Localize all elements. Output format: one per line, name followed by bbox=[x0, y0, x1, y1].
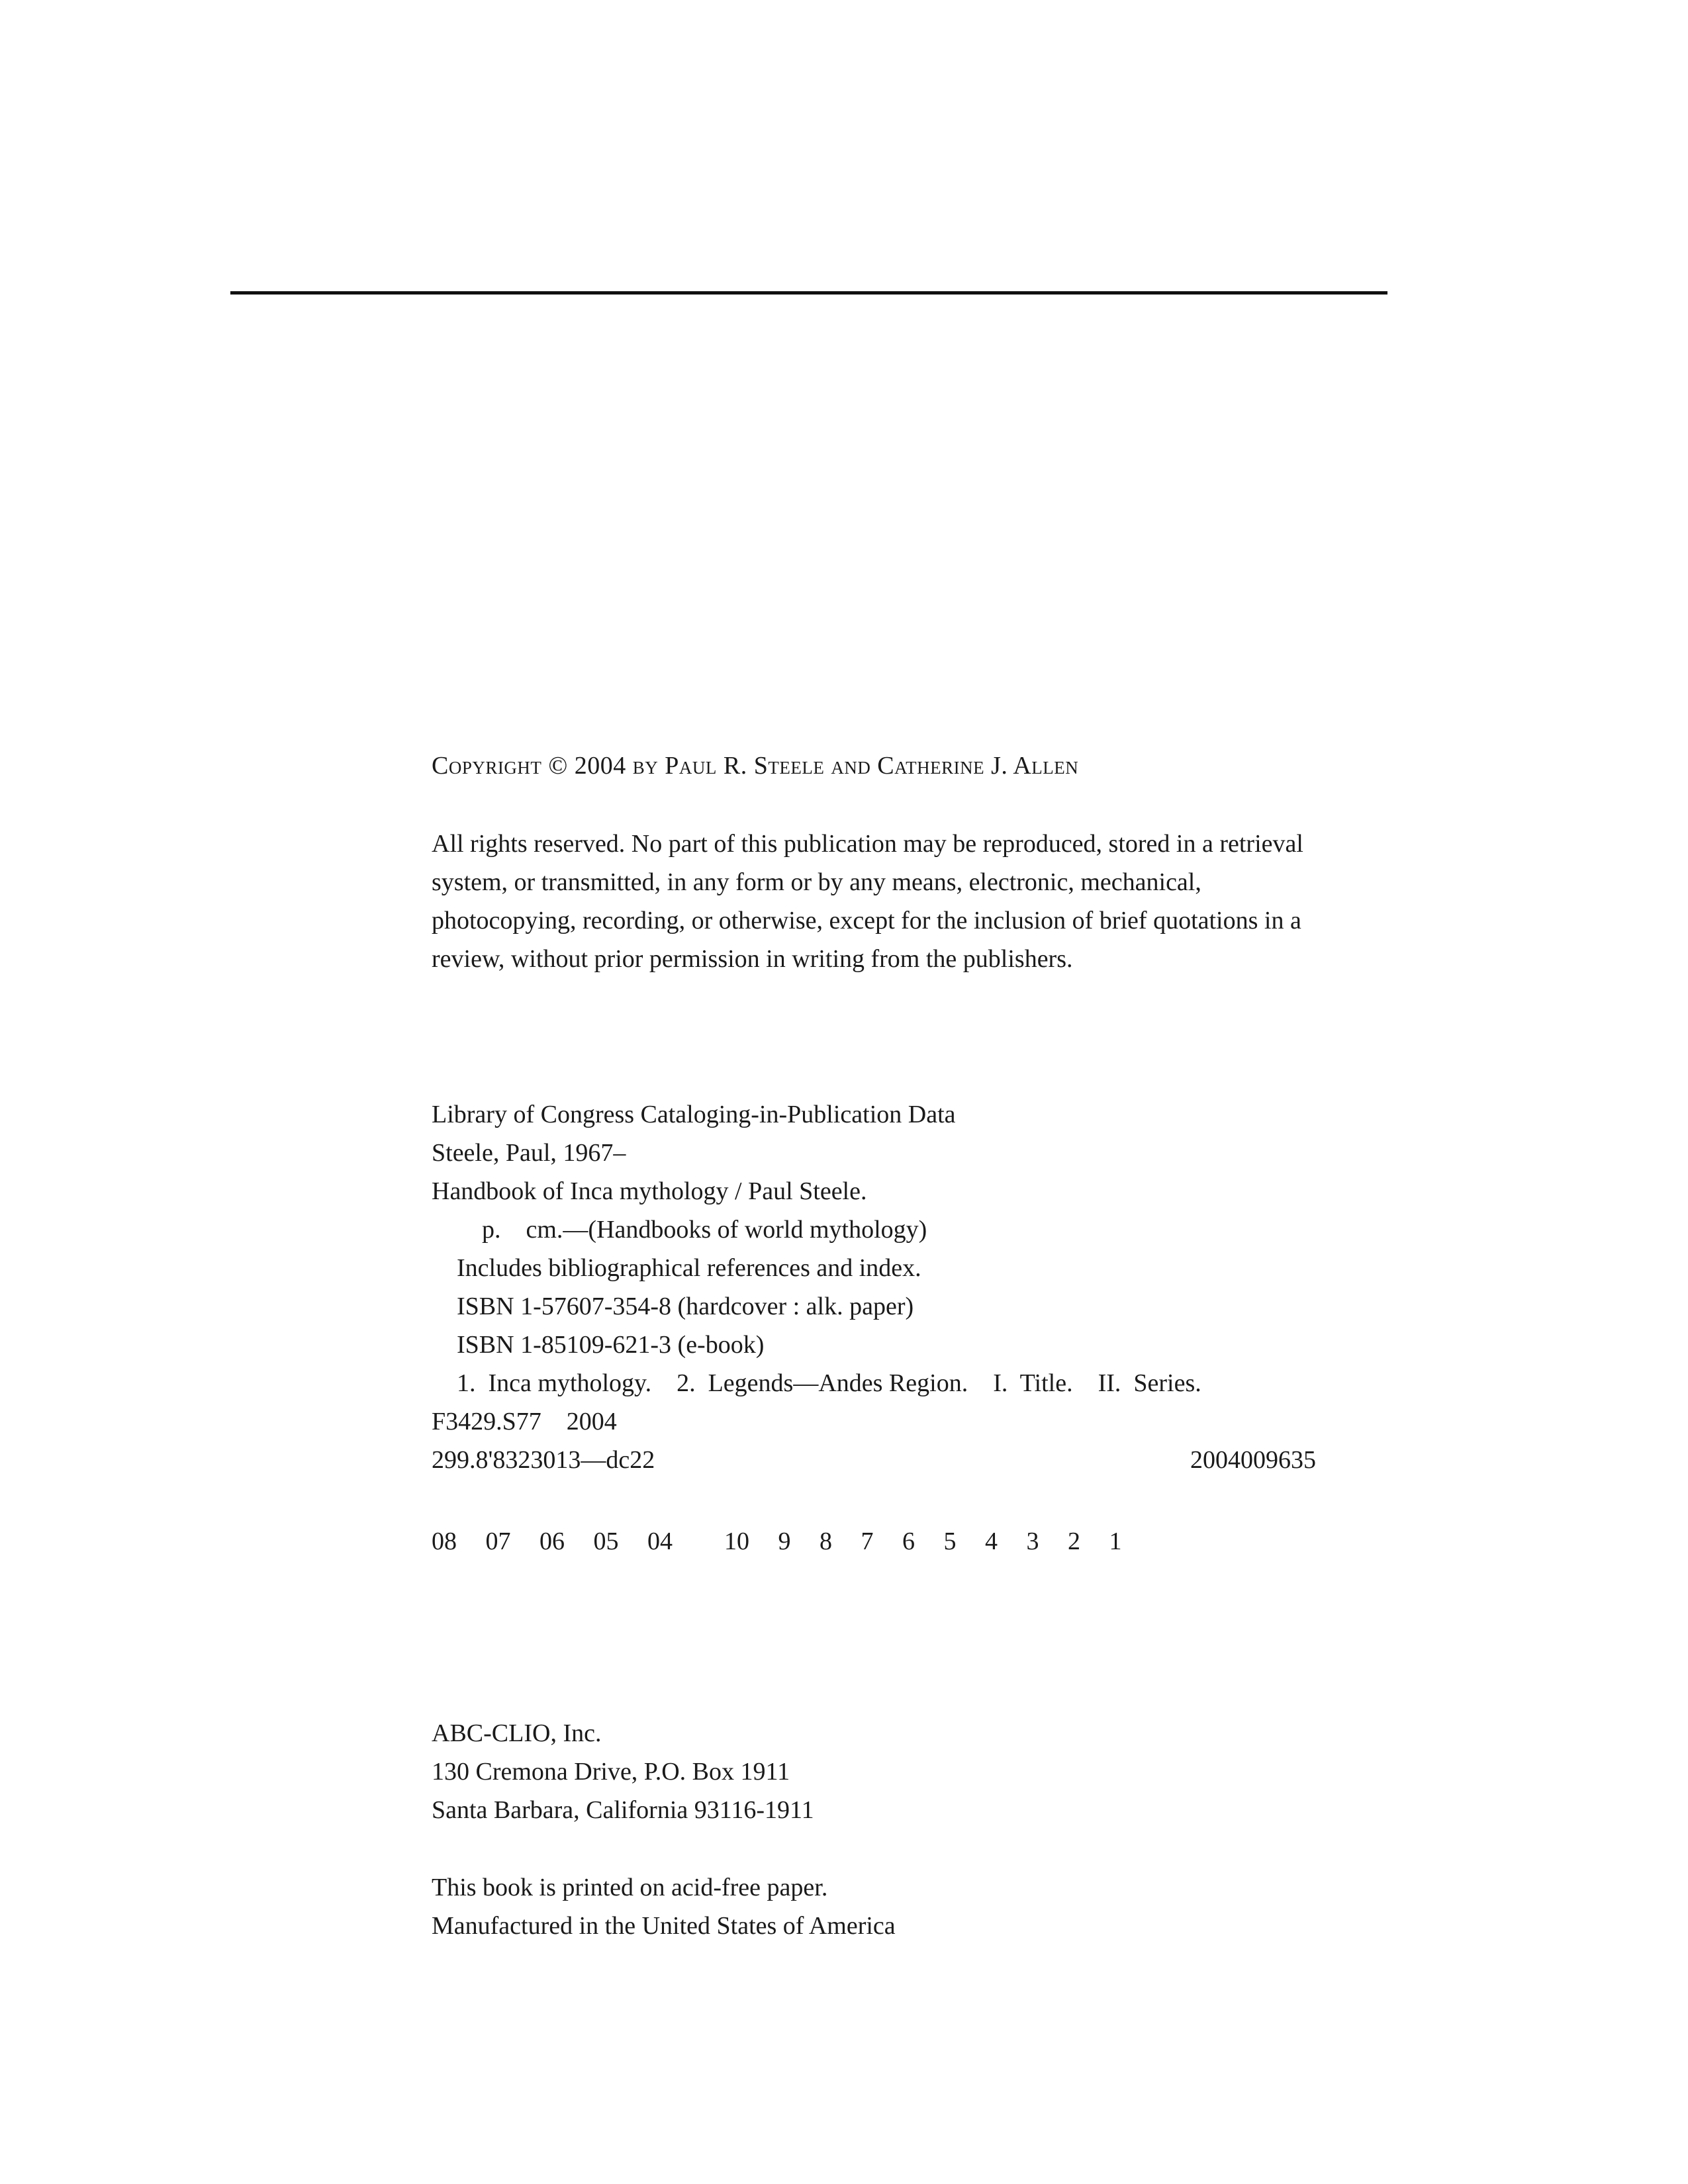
manufactured-note: Manufactured in the United States of America bbox=[432, 1912, 896, 1940]
printing-impressions bbox=[724, 1522, 1145, 1561]
paper-block bbox=[432, 1868, 1319, 1945]
acid-free-note: This book is printed on acid-free paper. bbox=[432, 1874, 828, 1901]
cip-lccn: 2004009635 bbox=[1190, 1446, 1316, 1474]
printing-impression: 1 bbox=[1109, 1527, 1122, 1555]
printing-year: 07 bbox=[485, 1527, 511, 1555]
printing-years bbox=[432, 1522, 695, 1561]
printing-impression: 6 bbox=[902, 1527, 915, 1555]
printing-impression: 3 bbox=[1026, 1527, 1039, 1555]
top-rule bbox=[230, 291, 1387, 295]
copyright-label: Copyright bbox=[432, 752, 542, 780]
printing-impression: 5 bbox=[943, 1527, 957, 1555]
cip-dewey: 299.8'8323013—dc22 bbox=[432, 1446, 655, 1474]
printing-impression: 4 bbox=[985, 1527, 998, 1555]
publisher-address-2: Santa Barbara, California 93116-1911 bbox=[432, 1796, 814, 1824]
cip-block bbox=[432, 1095, 1319, 1479]
printing-impression: 8 bbox=[820, 1527, 832, 1555]
cip-dewey-row bbox=[432, 1441, 1316, 1479]
cip-author: Steele, Paul, 1967– bbox=[432, 1139, 626, 1167]
cip-isbn-ebook: ISBN 1-85109-621-3 (e-book) bbox=[457, 1331, 765, 1359]
rights-statement: All rights reserved. No part of this publication may be reproduced, stored in a retrieval system, or transmitted, in any form or by any means, electronic, mechanical, photocopying, recording, or otherwise, except for the inclusion of brief quotations in a review, without prior permission in writing from the publishers. bbox=[432, 830, 1303, 973]
cip-isbn-hardcover: ISBN 1-57607-354-8 (hardcover : alk. paper) bbox=[457, 1293, 914, 1320]
copyright-line bbox=[432, 747, 1319, 785]
copyright-authors: Paul R. Steele and Catherine J. Allen bbox=[665, 752, 1079, 780]
copyright-year: 2004 bbox=[574, 752, 626, 780]
cip-heading: Library of Congress Cataloging-in-Publication Data bbox=[432, 1101, 956, 1128]
cip-lc-class: F3429.S77 2004 bbox=[432, 1408, 617, 1435]
copyright-by: by bbox=[632, 752, 659, 780]
copyright-symbol: © bbox=[548, 752, 568, 780]
printing-impression: 7 bbox=[861, 1527, 874, 1555]
publisher-name: ABC-CLIO, Inc. bbox=[432, 1719, 602, 1747]
cip-title: Handbook of Inca mythology / Paul Steele. bbox=[432, 1177, 867, 1205]
printing-year: 04 bbox=[647, 1527, 673, 1555]
cip-subjects: 1. Inca mythology. 2. Legends—Andes Region. I. Title. II. Series. bbox=[457, 1369, 1201, 1397]
publisher-address-1: 130 Cremona Drive, P.O. Box 1911 bbox=[432, 1758, 790, 1786]
cip-series-line: p. cm.—(Handbooks of world mythology) bbox=[482, 1216, 927, 1244]
printing-impression: 10 bbox=[724, 1527, 749, 1555]
printing-impression: 9 bbox=[778, 1527, 791, 1555]
printing-year: 08 bbox=[432, 1527, 457, 1555]
printing-impression: 2 bbox=[1068, 1527, 1080, 1555]
publisher-block bbox=[432, 1714, 1319, 1829]
printing-line bbox=[432, 1522, 1319, 1561]
printing-year: 05 bbox=[593, 1527, 619, 1555]
cip-bibliography: Includes bibliographical references and index. bbox=[457, 1254, 921, 1282]
printing-year: 06 bbox=[539, 1527, 565, 1555]
